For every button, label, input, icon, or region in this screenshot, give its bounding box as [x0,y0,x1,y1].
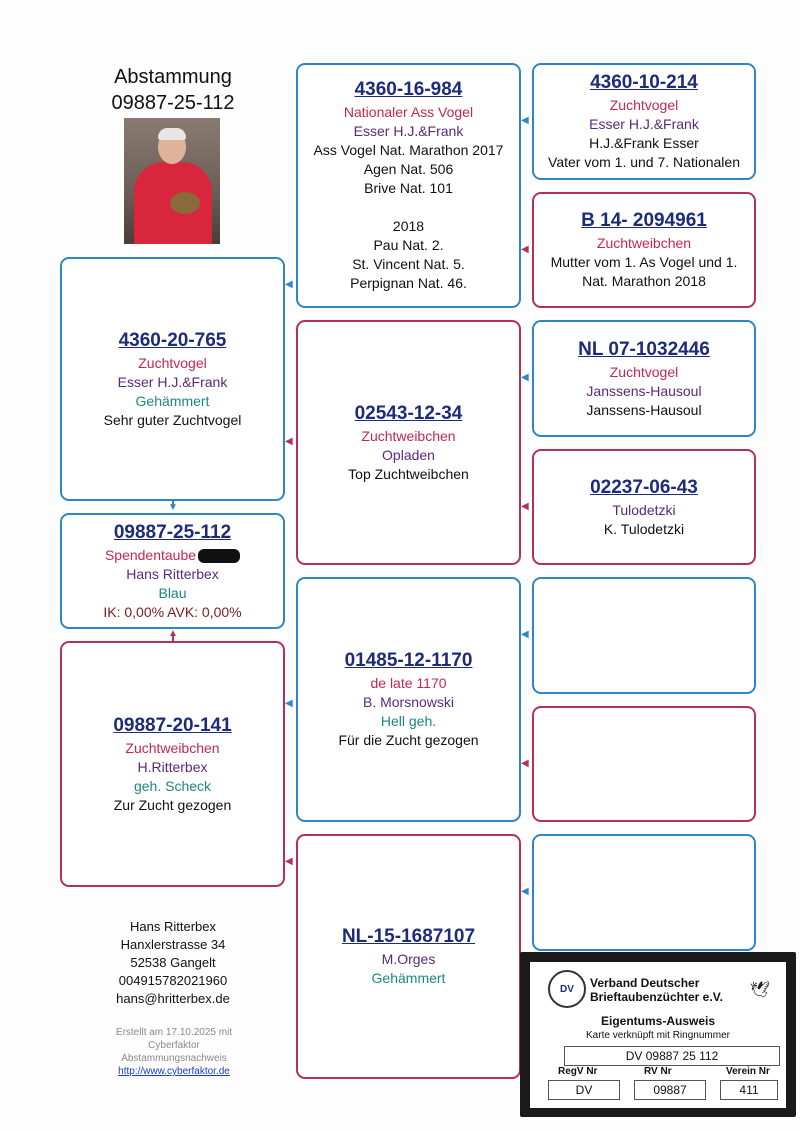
sd-sire-card[interactable] [532,320,756,437]
sire-sire-result: Perpignan Nat. 46. [350,275,467,291]
arrow-left-icon: ◀ [521,758,529,769]
dam-sire-note: Für die Zucht gezogen [338,732,479,748]
arrow-left-icon: ◀ [285,279,293,290]
subject-color: Blau [158,584,187,601]
arrow-left-icon: ◀ [521,115,529,126]
dam-card[interactable] [60,641,285,887]
card-organization [590,976,740,1004]
breeder-phone: 004915782021960 [118,973,228,988]
credit-line: Erstellt am 17.10.2025 mit [115,1027,233,1038]
redaction-mark [198,549,240,563]
sire-dam-type: Zuchtweibchen [361,427,456,444]
dam-dam-ring[interactable]: NL-15-1687107 [341,926,476,947]
sire-sire-owner: Esser H.J.&Frank [353,123,464,139]
sd-dam-owner: Tulodetzki [612,501,676,518]
title-ring: 09887-25-112 [111,92,235,114]
sd-dam-note: K. Tulodetzki [603,520,685,537]
ss-dam-type: Zuchtweibchen [596,235,692,251]
subject-owner: Hans Ritterbex [126,565,219,582]
arrow-left-icon: ◀ [285,856,293,867]
sire-note: Sehr guter Zuchtvogel [103,411,242,428]
arrow-left-icon: ◀ [521,629,529,640]
ss-dam-card[interactable] [532,192,756,308]
sire-sire-result: Ass Vogel Nat. Marathon 2017 [313,142,504,158]
arrow-left-icon: ◀ [285,698,293,709]
dam-dam-owner: M.Orges [381,951,436,967]
arrow-up-icon: ▲ [168,628,178,639]
ss-sire-ring[interactable]: 4360-10-214 [590,72,698,93]
sire-sire-result: St. Vincent Nat. 5. [352,256,465,272]
dam-color: geh. Scheck [133,777,212,794]
subject-ring[interactable]: 09887-25-112 [113,521,232,543]
credit-line: Cyberfaktor [148,1040,200,1051]
ss-dam-ring[interactable]: B 14- 2094961 [581,210,707,231]
sd-sire-type: Zuchtvogel [609,363,679,380]
ss-dam-note: Mutter vom 1. As Vogel und 1. [550,254,738,270]
sire-sire-year: 2018 [392,218,425,234]
card-value-verein: 411 [720,1080,778,1100]
dam-owner: H.Ritterbex [137,758,208,775]
sire-type: Zuchtvogel [138,354,207,371]
pigeon-icon: 🕊 [750,982,771,999]
dam-ring[interactable]: 09887-20-141 [113,714,232,736]
arrow-left-icon: ◀ [521,886,529,897]
sire-owner: Esser H.J.&Frank [117,373,228,390]
dam-sire-type: de late 1170 [370,675,447,691]
ownership-card-body [530,962,786,1108]
card-header-regv: RegV Nr [558,1066,598,1077]
credit-link[interactable]: http://www.cyberfaktor.de [118,1066,230,1077]
sire-sire-ring[interactable]: 4360-16-984 [354,79,463,100]
sd-sire-note: Janssens-Hausoul [586,401,702,418]
sire-sire-type: Nationaler Ass Vogel [343,104,474,120]
card-subtitle: Karte verknüpft mit Ringnummer [586,1030,730,1041]
dd-sire-card[interactable] [532,834,756,951]
sire-dam-owner: Opladen [382,446,435,463]
arrow-left-icon: ◀ [521,372,529,383]
dam-sire-card[interactable] [296,577,521,822]
dv-logo-icon: DV [548,970,586,1008]
card-type: Eigentums-Ausweis [600,1014,716,1028]
ss-dam-note: Nat. Marathon 2018 [582,273,706,289]
ss-sire-type: Zuchtvogel [609,97,679,113]
credit-block [98,1026,250,1078]
sd-dam-ring[interactable]: 02237-06-43 [590,476,698,498]
title-text: Abstammung [114,66,232,88]
card-ring-number: DV 09887 25 112 [564,1046,780,1066]
ds-dam-card[interactable] [532,706,756,822]
arrow-left-icon: ◀ [521,244,529,255]
breeder-city: 52538 Gangelt [130,955,216,970]
breeder-name: Hans Ritterbex [130,919,216,934]
sd-sire-ring[interactable]: NL 07-1032446 [578,338,710,360]
sd-dam-card[interactable] [532,449,756,565]
sire-sire-result: Agen Nat. 506 [363,161,454,177]
card-value-rv: 09887 [634,1080,706,1100]
card-header-rv: RV Nr [644,1066,672,1077]
dam-type: Zuchtweibchen [125,739,220,756]
arrow-left-icon: ◀ [285,436,293,447]
dam-dam-color: Gehämmert [371,970,446,986]
breeder-email[interactable]: hans@hritterbex.de [116,991,230,1006]
card-value-regv: DV [548,1080,620,1100]
credit-line: Abstammungsnachweis [121,1053,227,1064]
ds-sire-card[interactable] [532,577,756,694]
ss-sire-owner: Esser H.J.&Frank [589,116,699,132]
sire-sire-result: Brive Nat. 101 [364,180,453,196]
sd-sire-owner: Janssens-Hausoul [586,382,702,399]
subject-type-row [105,546,240,565]
ss-sire-note: Vater vom 1. und 7. Nationalen [548,154,740,170]
subject-coefficients: IK: 0,00% AVK: 0,00% [103,603,242,620]
sire-dam-card[interactable] [296,320,521,565]
card-org-line: Verband Deutscher [590,976,700,990]
arrow-left-icon: ◀ [521,501,529,512]
sire-dam-ring[interactable]: 02543-12-34 [354,402,463,424]
sire-color: Gehämmert [135,392,210,409]
breeder-street: Hanxlerstrasse 34 [120,937,226,952]
ownership-card [520,952,796,1117]
dam-dam-card[interactable] [296,834,521,1079]
dam-note: Zur Zucht gezogen [113,796,232,813]
arrow-down-icon: ▼ [168,502,178,513]
card-org-line: Brieftaubenzüchter e.V. [590,990,723,1004]
subject-type: Spendentaube [104,546,197,563]
ss-sire-card[interactable] [532,63,756,180]
sire-sire-card[interactable] [296,63,521,308]
owner-photo [124,118,220,244]
pedigree-title [100,64,246,116]
ss-sire-note: H.J.&Frank Esser [589,135,699,151]
sire-ring[interactable]: 4360-20-765 [118,329,227,351]
breeder-address [100,918,246,1008]
card-header-verein: Verein Nr [726,1066,770,1077]
subject-card[interactable] [60,513,285,629]
sire-card[interactable] [60,257,285,501]
sire-sire-result: Pau Nat. 2. [373,237,444,253]
dam-sire-ring[interactable]: 01485-12-1170 [344,650,473,671]
dam-sire-owner: B. Morsnowski [362,694,455,710]
dam-sire-color: Hell geh. [380,713,437,729]
sire-dam-note: Top Zuchtweibchen [348,465,469,482]
